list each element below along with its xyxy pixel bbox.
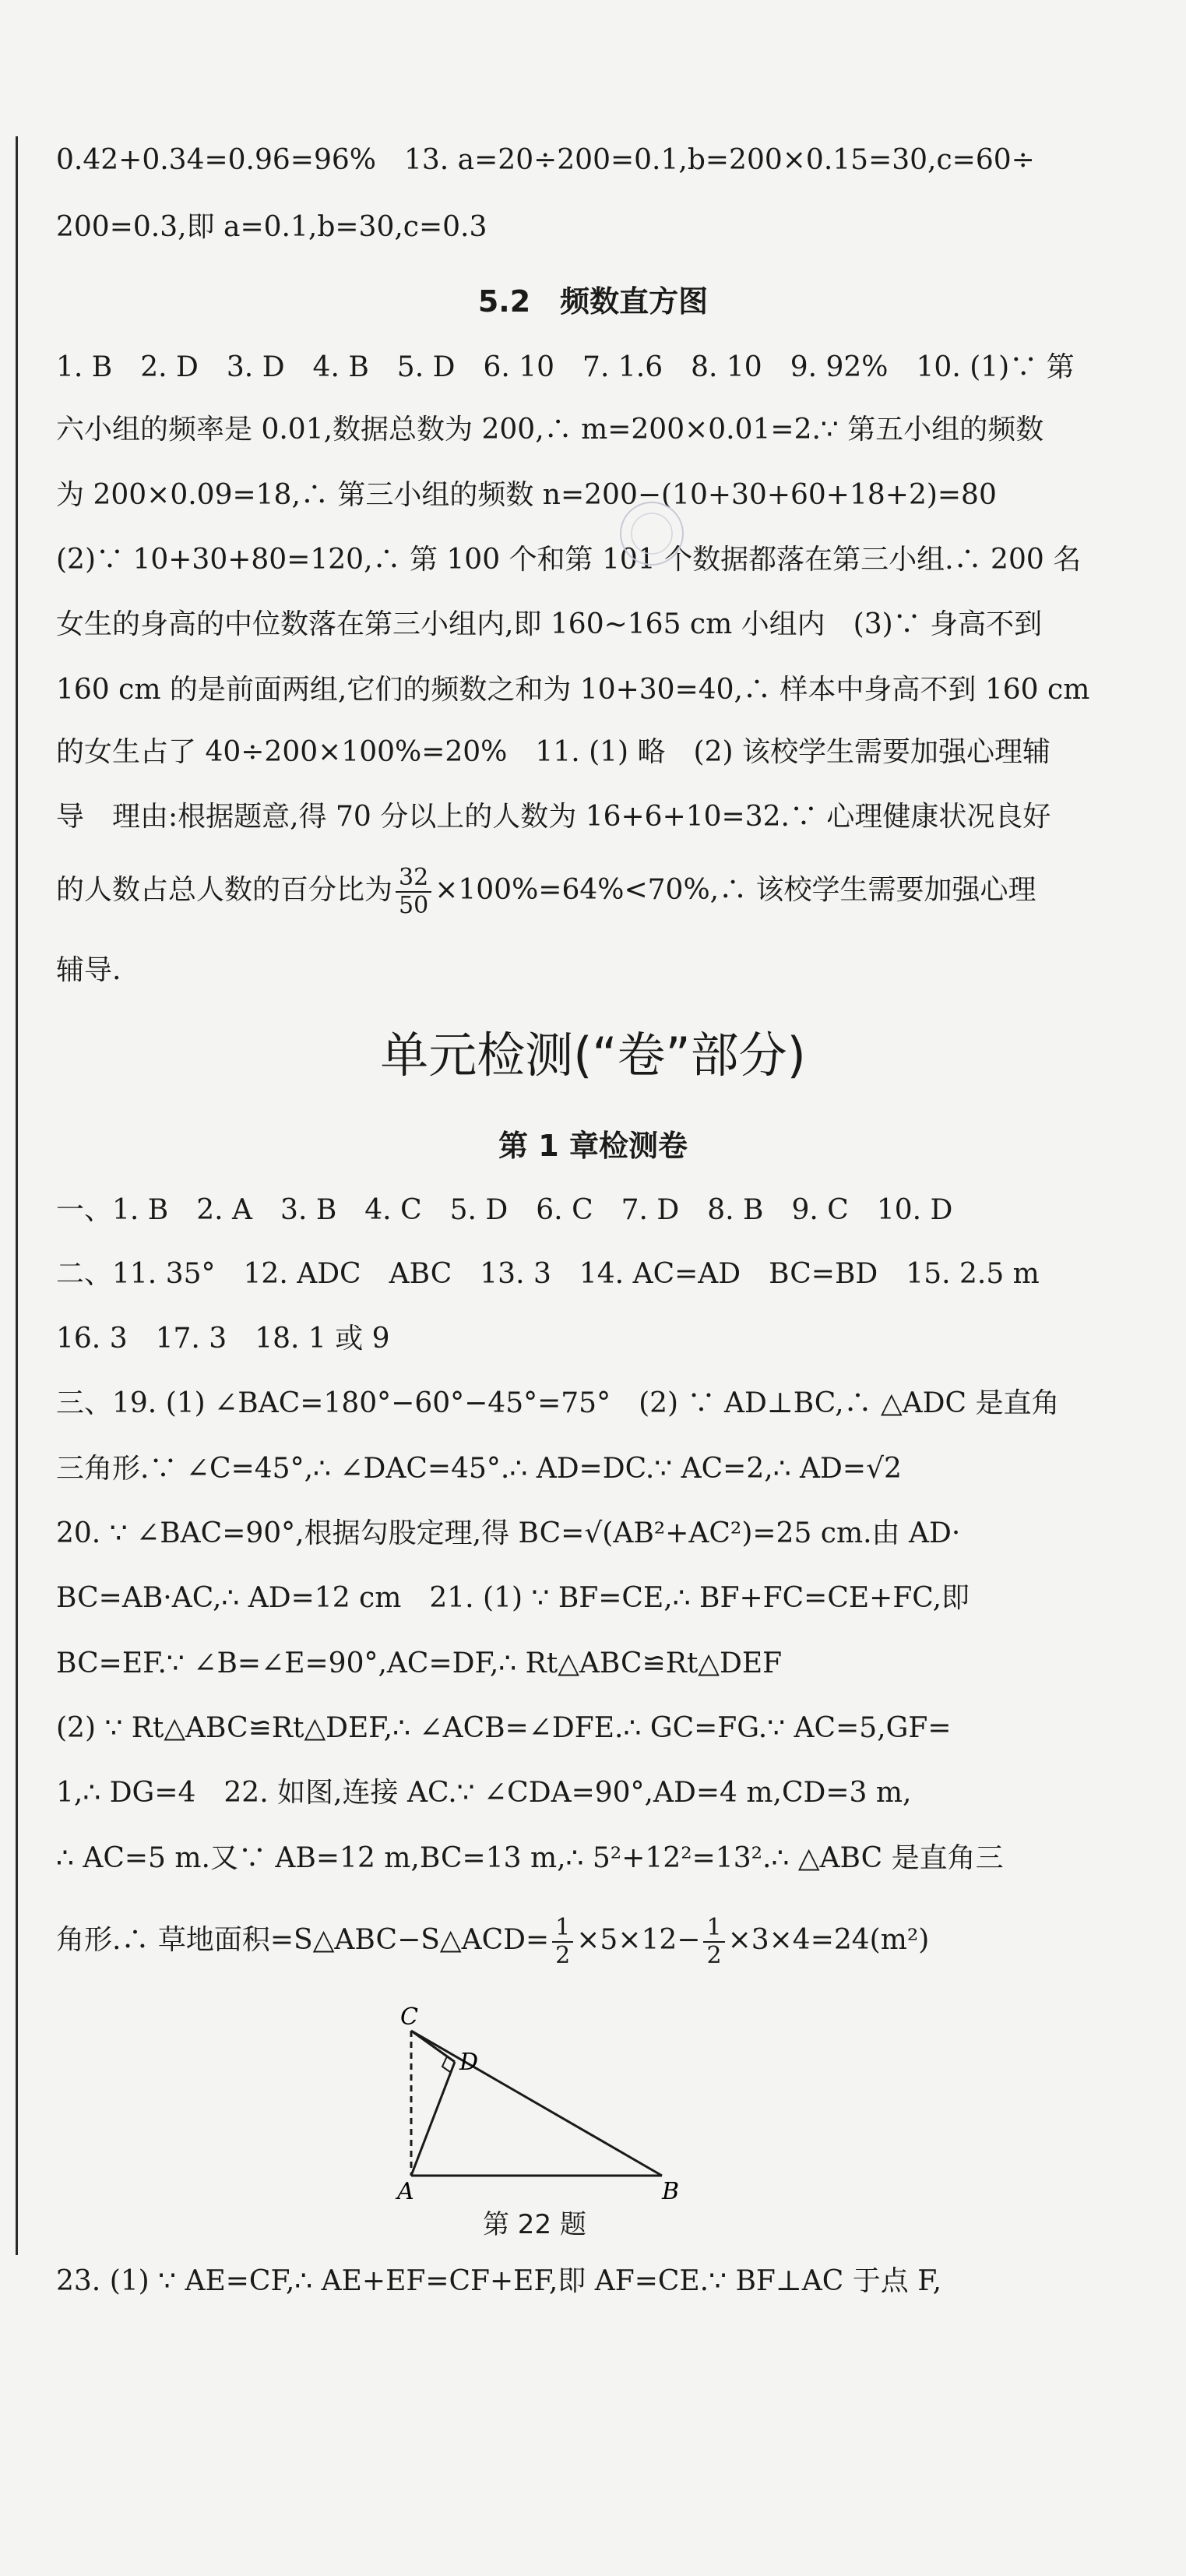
text-line: 1. B 2. D 3. D 4. B 5. D 6. 10 7. 1.6 8. 10 9. 92% 10. (1)∵ 第: [56, 351, 1075, 383]
text-line: 三角形.∵ ∠C=45°,∴ ∠DAC=45°.∴ AD=DC.∵ AC=2,∴ AD=√2: [56, 1453, 902, 1485]
text-line: 导 理由:根据题意,得 70 分以上的人数为 16+6+10=32.∵ 心理健康状况良好: [56, 801, 1051, 833]
label-a: A: [397, 2178, 414, 2201]
text-line: 二、11. 35° 12. ADC ABC 13. 3 14. AC=AD BC=BD 15. 2.5 m: [56, 1258, 1040, 1290]
text-segment: ×5×12−: [576, 1924, 701, 1956]
fraction: [396, 865, 431, 919]
text-line: (2)∵ 10+30+80=120,∴ 第 100 个和第 101 个数据都落在第三小组.∴ 200 名: [56, 544, 1082, 576]
fraction: [552, 1915, 573, 1969]
text-line: 23. (1) ∵ AE=CF,∴ AE+EF=CF+EF,即 AF=CE.∵ BF⊥AC 于点 F,: [56, 2265, 942, 2297]
unit-test-title: 单元检测(“卷”部分): [380, 1027, 806, 1084]
text-line: 辅导.: [56, 954, 121, 986]
fraction-denominator: 50: [399, 892, 429, 919]
text-line: ∴ AC=5 m.又∵ AB=12 m,BC=13 m,∴ 5²+12²=13².∴ △ABC 是直角三: [56, 1842, 1004, 1874]
faint-stamp-icon: [617, 499, 687, 569]
fraction-denominator: 2: [555, 1942, 571, 1969]
segment-cb: [411, 2031, 662, 2176]
text-segment: 的人数占总人数的百分比为: [56, 874, 393, 906]
fraction-numerator: 1: [703, 1915, 724, 1943]
text-segment: ×3×4=24(m²): [727, 1924, 930, 1956]
text-line-with-fraction: [56, 1915, 1045, 1969]
text-line: 的女生占了 40÷200×100%=20% 11. (1) 略 (2) 该校学生需要加强心理辅: [56, 736, 1051, 768]
fraction-numerator: 32: [396, 865, 431, 893]
text-segment: 角形.∴ 草地面积=S△ABC−S△ACD=: [56, 1924, 550, 1956]
text-line: 女生的身高的中位数落在第三小组内,即 160~165 cm 小组内 (3)∵ 身高不到: [56, 608, 1043, 640]
fraction-numerator: 1: [552, 1915, 573, 1943]
triangle-diagram: [389, 1998, 685, 2201]
text-line: (2) ∵ Rt△ABC≌Rt△DEF,∴ ∠ACB=∠DFE.∴ GC=FG.∵ AC=5,GF=: [56, 1712, 952, 1744]
text-line: 三、19. (1) ∠BAC=180°−60°−45°=75° (2) ∵ AD⊥BC,∴ △ADC 是直角: [56, 1387, 1060, 1419]
text-line: BC=EF.∵ ∠B=∠E=90°,AC=DF,∴ Rt△ABC≌Rt△DEF: [56, 1647, 783, 1679]
text-line: 六小组的频率是 0.01,数据总数为 200,∴ m=200×0.01=2.∵ 第五小组的频数: [56, 414, 1044, 446]
label-b: B: [662, 2178, 680, 2201]
text-segment: ×100%=64%<70%,∴ 该校学生需要加强心理: [435, 874, 1036, 906]
label-d: D: [459, 2049, 479, 2076]
segment-da: [411, 2062, 455, 2176]
section-title: 5.2 频数直方图: [477, 284, 709, 319]
label-c: C: [400, 2003, 418, 2031]
text-line: 160 cm 的是前面两组,它们的频数之和为 10+30=40,∴ 样本中身高不到 160 cm: [56, 674, 1090, 706]
text-line: BC=AB·AC,∴ AD=12 cm 21. (1) ∵ BF=CE,∴ BF+FC=CE+FC,即: [56, 1582, 970, 1614]
text-line-with-fraction: [56, 865, 1045, 919]
text-line: 0.42+0.34=0.96=96% 13. a=20÷200=0.1,b=200×0.15=30,c=60÷: [56, 144, 1035, 176]
figure-caption: 第 22 题: [483, 2209, 586, 2240]
fraction-denominator: 2: [706, 1942, 722, 1969]
text-line: 1,∴ DG=4 22. 如图,连接 AC.∵ ∠CDA=90°,AD=4 m,CD=3 m,: [56, 1777, 912, 1809]
margin-line: [16, 136, 18, 2255]
text-line: 为 200×0.09=18,∴ 第三小组的频数 n=200−(10+30+60+18+2)=80: [56, 479, 997, 511]
text-line: 200=0.3,即 a=0.1,b=30,c=0.3: [56, 211, 487, 243]
text-line: 16. 3 17. 3 18. 1 或 9: [56, 1323, 390, 1355]
text-line: 20. ∵ ∠BAC=90°,根据勾股定理,得 BC=√(AB²+AC²)=25 cm.由 AD·: [56, 1517, 961, 1549]
text-line: 一、1. B 2. A 3. B 4. C 5. D 6. C 7. D 8. B 9. C 10. D: [56, 1194, 953, 1226]
fraction: [703, 1915, 724, 1969]
chapter-title: 第 1 章检测卷: [498, 1129, 688, 1163]
